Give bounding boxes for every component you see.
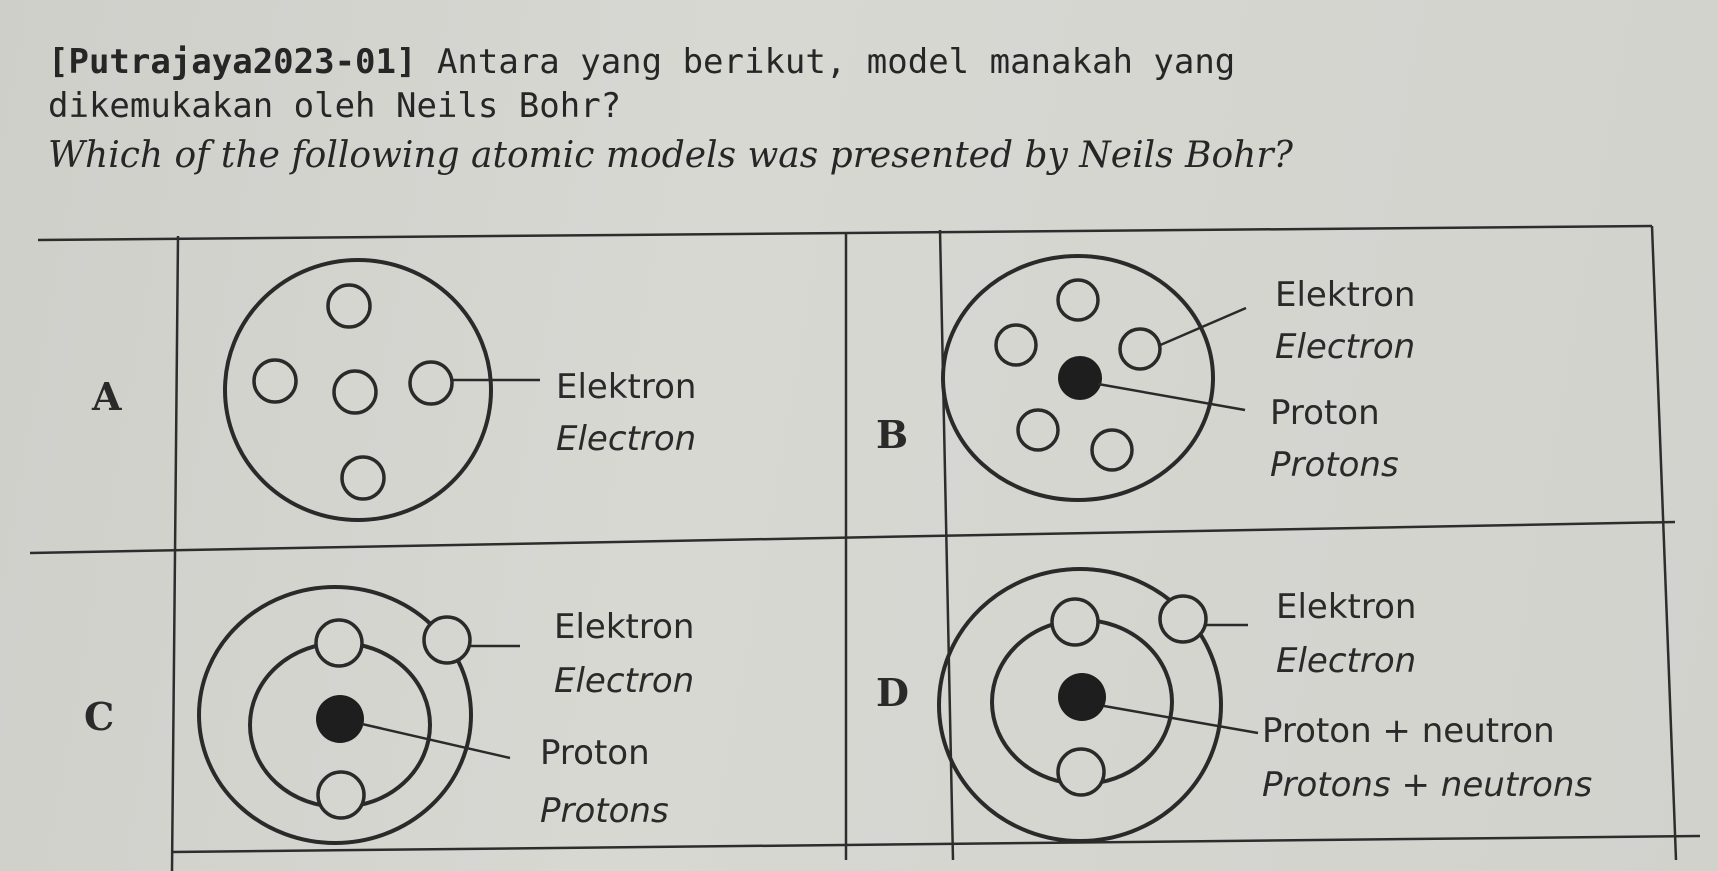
option-d-label2-ms: Proton + neutron [1262,711,1555,751]
option-a[interactable] [91,260,696,520]
option-b-label2-en: Protons [1270,445,1399,485]
option-c-label1-en: Electron [554,661,695,701]
question-malay-text-1: Antara yang berikut, model manakah yang [416,42,1236,82]
option-b-letter: B [876,412,909,457]
option-a-label-en: Electron [556,419,697,459]
option-d-label1-ms: Elektron [1276,587,1417,627]
option-b-label1-ms: Elektron [1275,275,1416,315]
question-english: Which of the following atomic models was presented by Neils Bohr? [48,135,1293,176]
option-c-letter: C [84,694,115,739]
option-d[interactable] [876,569,1592,841]
option-c-label1-ms: Elektron [554,607,695,647]
option-a-label-ms: Elektron [556,367,697,407]
option-d-letter: D [876,670,909,715]
option-b-label1-en: Electron [1275,327,1416,367]
option-b-label2-ms: Proton [1270,393,1380,433]
atom-model-a [225,260,540,520]
option-d-label2-en: Protons + neutrons [1262,765,1593,805]
option-c-label2-en: Protons [540,791,669,831]
option-a-letter: A [92,374,122,419]
option-c-label2-ms: Proton [540,733,650,773]
atom-model-d [939,569,1258,841]
question-malay-line-2: dikemukakan oleh Neils Bohr? [48,86,622,126]
question-id: [Putrajaya2023-01] [48,42,417,82]
option-d-label1-en: Electron [1276,641,1417,681]
atom-model-c [199,587,520,843]
atom-model-b [943,256,1246,500]
option-b[interactable] [876,256,1415,500]
